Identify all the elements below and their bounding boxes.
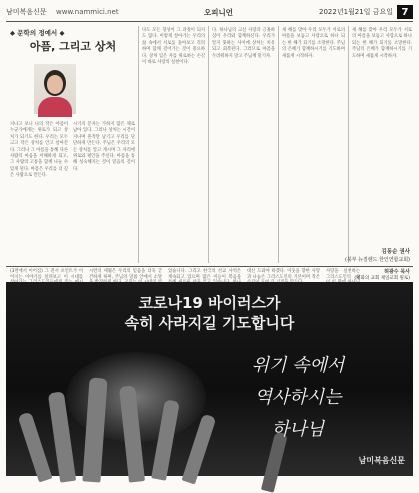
essay-byline-name: 김동순 권사 <box>381 249 410 255</box>
page-header <box>6 3 413 21</box>
issue-date: 2022년1월21일 금요일 <box>319 8 393 16</box>
lower-byline-org: (평화의 교회 제일교회 원로) <box>354 276 410 281</box>
lower-column-5: 사랑을 실천하는 그리스도인의 삶 <box>326 269 360 280</box>
column-divider <box>348 26 349 263</box>
lower-column-1: (3면에서 이어짐) 그 전서 포인트가 이어지는 이야기를 살펴보고 이 시대를 <box>10 269 83 280</box>
column-kicker: ◆ 문학의 정예서 ◆ <box>10 29 65 37</box>
column-divider <box>208 26 209 263</box>
essay-column-6: 새 해를 맞아 우리 모두가 서로의 아픔을 보듬고 사랑으로 하나 되는 한 해가 되기를 소망한다. 주님의 은혜가 함께하시기를 기도하며 새롭게 시작하자. <box>352 28 412 59</box>
author-body <box>38 97 72 117</box>
raised-hand-icon <box>18 412 53 483</box>
publication-url[interactable]: www.nammici.net <box>56 8 119 16</box>
column-divider <box>278 26 279 263</box>
author-face <box>47 75 63 94</box>
section-rule <box>6 266 413 267</box>
lower-column-3: 었습니다. 그리고 한국의 선교 사역은 계속되고 있으며 많은 이들이 복음을 <box>168 269 241 280</box>
column-divider <box>138 26 139 263</box>
banner-line-2: 속히 사라지길 기도합니다 <box>124 314 295 332</box>
essay-column-1: 지나고 보니 나의 작은 아픔이 누군가에게는 위로가 되고 상처가 되기도 한다. 우리는 모두 크고 작은 상처를 안고 살아간다. 그러나 그 아픔을 통해 다른 사람의 마음을 이해하게 되고, 그 사람의 고통을 함께 나눌 수 있게 된다. 아픔은 우리를 더 깊은 사람으로 만든다. <box>10 122 69 179</box>
header-rule <box>6 21 413 22</box>
banner-script-3: 하나님 <box>271 419 325 440</box>
essay-column-5: 새 해를 맞아 우리 모두가 서로의 아픔을 보듬고 사랑으로 하나 되는 한 해가 되기를 소망한다. 주님의 은혜가 함께하시기를 기도하며 새롭게 시작하자. <box>282 28 345 59</box>
banner-logo: 남미복음신문 <box>358 456 405 465</box>
publication-name: 남미복음신문 <box>6 8 47 16</box>
author-photo <box>34 64 76 114</box>
banner-line-1: 코로나19 바이러스가 <box>138 294 281 312</box>
essay-byline-org: (북부 뉴질랜드 한인연합교회) <box>344 257 410 263</box>
essay-column-4: 다. 하나님의 크신 사랑과 긍휼하심이 우리와 함께하신다. 우리가 알지 못하는 사이에 상처는 치유되고 회복된다. 그러므로 아픔을 두려워하지 말고 주님께 맡기자. <box>212 28 275 59</box>
essay-column-3: 다도 모든 형성이 그 과정이 되지도 않다. 이렇게 살아가는 우리의 삶 속에서 서로를 돌아보고 격려하며 함께 걸어가는 것이 중요하다. 상처 입은 자를 위로하는 손길이 바로 사랑의 실천이다. <box>142 28 205 66</box>
prayer-banner <box>6 282 413 476</box>
banner-script-1: 위기 속에서 <box>251 355 345 376</box>
section-title: 오피니언 <box>204 7 233 17</box>
banner-script-2: 역사하시는 <box>254 387 342 408</box>
lower-column-2: 시련의 세월은 우리의 믿음을 더욱 굳건하게 하며, 주님의 말씀 안에서 소망 <box>89 269 162 280</box>
lower-column-4: 대신 도와야 하겠다. 이웃을 향한 사랑과 나눔은 그리스도인의 기본이며 작은 <box>247 269 320 280</box>
column-headline: 아픔, 그리고 상처 <box>29 40 117 53</box>
page-number: 7 <box>397 5 413 19</box>
essay-column-2: 시기의 문자는 가하지 않은 채로 남아 있다. 그러나 상처는 시간이 지나며 흔적만 남기고 우리를 단단하게 만든다. 주님은 우리의 모든 상처를 알고 계시며 그 자리에 위로와 평안을 주신다. 아픔을 통해 성숙해지는 것이 믿음의 길이다. <box>73 122 135 172</box>
lower-byline-name: 허광수 목사 <box>384 269 410 275</box>
